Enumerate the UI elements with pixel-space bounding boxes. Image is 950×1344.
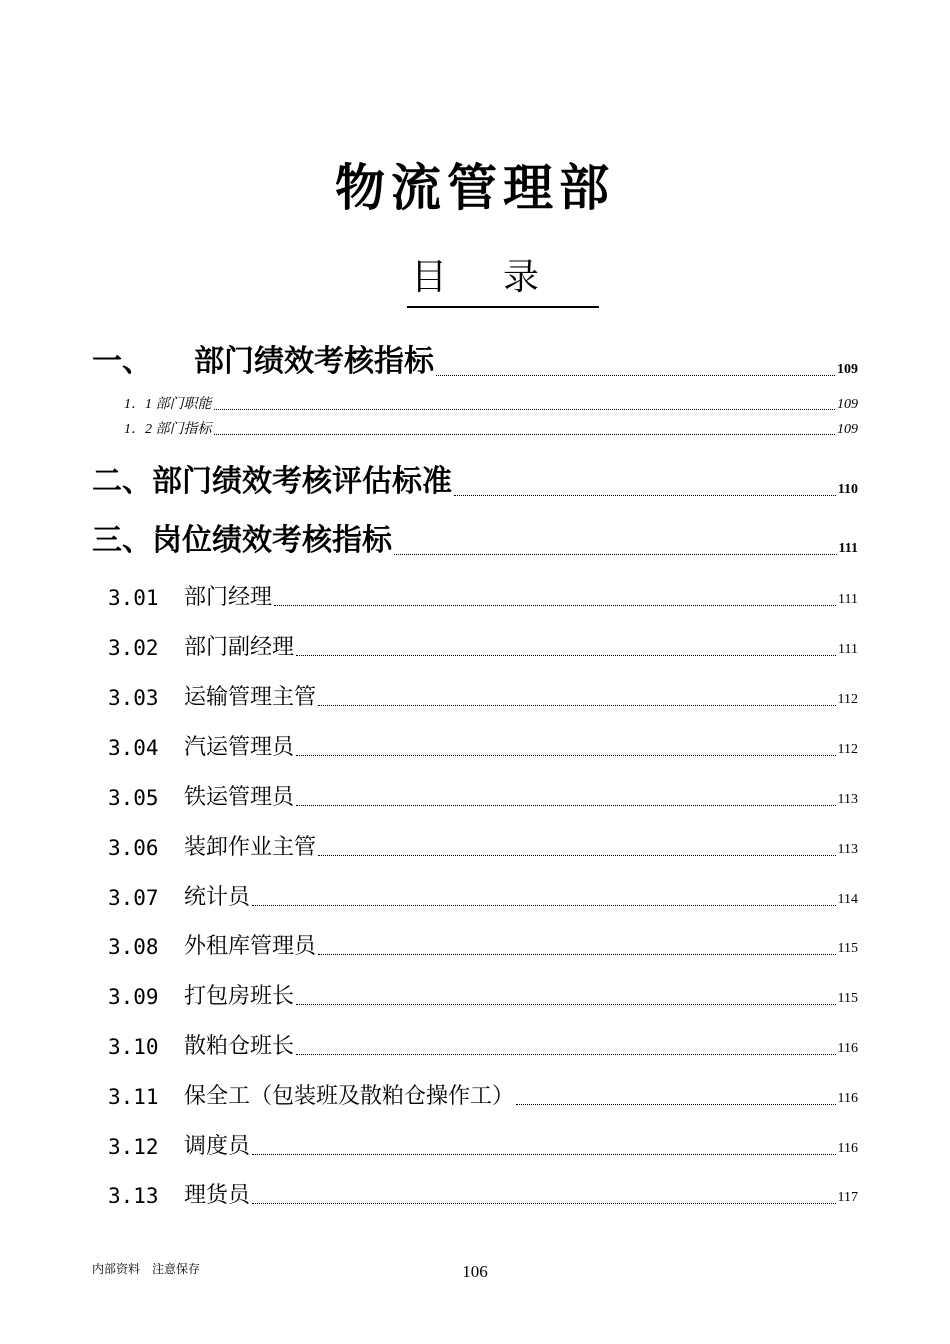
toc-heading-text: 目录 xyxy=(407,252,599,308)
toc-page-number: 114 xyxy=(837,892,858,907)
dot-leader xyxy=(296,805,836,806)
toc-entry-label xyxy=(92,342,434,382)
toc-entry-label: 1．1 部门职能 xyxy=(124,397,212,412)
toc-page-number: 112 xyxy=(837,692,858,707)
toc-entry-3-02[interactable] xyxy=(108,633,858,663)
toc-entry-section-3[interactable] xyxy=(92,521,858,561)
toc-entry-3-11[interactable] xyxy=(108,1082,858,1112)
dot-leader xyxy=(252,1203,836,1204)
toc-page-number: 115 xyxy=(837,941,858,956)
toc-section-title: 部门绩效考核指标 xyxy=(194,344,434,379)
toc-item-number: 3.06 xyxy=(108,836,159,860)
toc-item-number: 3.13 xyxy=(108,1184,159,1208)
toc-page-number: 110 xyxy=(837,482,858,497)
toc-item-label: 外租库管理员 xyxy=(184,934,317,959)
toc-entry-label: 三、岗位绩效考核指标 xyxy=(92,523,392,558)
dot-leader xyxy=(214,409,836,410)
dot-leader xyxy=(252,1154,836,1155)
toc-page-number: 109 xyxy=(837,362,858,377)
toc-entry-label: 二、部门绩效考核评估标准 xyxy=(92,464,452,499)
toc-page-number: 109 xyxy=(837,422,858,437)
dot-leader xyxy=(214,434,836,435)
dot-leader xyxy=(318,855,836,856)
toc-page-number: 117 xyxy=(837,1190,858,1205)
toc-page-number: 112 xyxy=(837,742,858,757)
toc-page-number: 116 xyxy=(837,1141,858,1156)
toc-item-number: 3.11 xyxy=(108,1085,159,1109)
toc-entry-3-06[interactable] xyxy=(108,833,858,863)
footer-note: 内部资料 注意保存 xyxy=(92,1262,201,1276)
toc-item-number: 3.09 xyxy=(108,985,159,1009)
toc-page-number: 113 xyxy=(837,842,858,857)
dot-leader xyxy=(516,1104,836,1105)
dot-leader xyxy=(252,905,836,906)
dot-leader xyxy=(436,375,835,376)
toc-item-number: 3.07 xyxy=(108,886,159,910)
toc-item-number: 3.10 xyxy=(108,1035,159,1059)
toc-entry-3-09[interactable] xyxy=(108,982,858,1012)
toc-entry-label: 1．2 部门指标 xyxy=(124,422,212,437)
toc-item-number: 3.01 xyxy=(108,586,159,610)
toc-page-number: 115 xyxy=(837,991,858,1006)
dot-leader xyxy=(454,495,836,496)
toc-item-label: 理货员 xyxy=(184,1183,251,1208)
toc-entry-3-07[interactable] xyxy=(108,883,858,913)
toc-page-number: 111 xyxy=(838,541,858,556)
toc-entry-3-13[interactable] xyxy=(108,1181,858,1211)
toc-item-number: 3.03 xyxy=(108,686,159,710)
toc-entry-3-01[interactable] xyxy=(108,583,858,613)
dot-leader xyxy=(296,1054,836,1055)
toc-item-number: 3.08 xyxy=(108,935,159,959)
toc-item-label: 部门副经理 xyxy=(184,635,295,660)
toc-item-label: 汽运管理员 xyxy=(184,735,295,760)
dot-leader xyxy=(318,954,836,955)
toc-page-number: 111 xyxy=(838,642,858,657)
toc-page-number: 116 xyxy=(837,1091,858,1106)
toc-page-number: 113 xyxy=(837,792,858,807)
toc-entry-1-1[interactable] xyxy=(124,396,858,414)
dot-leader xyxy=(394,554,837,555)
dot-leader xyxy=(318,705,836,706)
dot-leader xyxy=(296,755,836,756)
toc-item-number: 3.12 xyxy=(108,1135,159,1159)
toc-entry-3-05[interactable] xyxy=(108,783,858,813)
toc-item-label: 打包房班长 xyxy=(184,984,295,1009)
toc-item-label: 调度员 xyxy=(184,1134,251,1159)
toc-item-label: 保全工（包装班及散粕仓操作工） xyxy=(184,1084,515,1109)
toc-item-label: 散粕仓班长 xyxy=(184,1034,295,1059)
toc-item-number: 3.02 xyxy=(108,636,159,660)
toc-page-number: 116 xyxy=(837,1041,858,1056)
footer-page-number: 106 xyxy=(462,1262,488,1281)
toc-item-number: 3.05 xyxy=(108,786,159,810)
dot-leader xyxy=(274,605,836,606)
toc-page-number: 109 xyxy=(837,397,858,412)
document-title: 物流管理部 xyxy=(335,158,615,217)
toc-heading xyxy=(0,252,950,308)
toc-entry-3-12[interactable] xyxy=(108,1132,858,1162)
toc-entry-1-2[interactable] xyxy=(124,421,858,439)
toc-section-number: 一、 xyxy=(92,344,152,379)
toc-item-label: 运输管理主管 xyxy=(184,685,317,710)
dot-leader xyxy=(296,1004,836,1005)
toc-entry-section-2[interactable] xyxy=(92,462,858,502)
toc-item-label: 铁运管理员 xyxy=(184,785,295,810)
toc-page-number: 111 xyxy=(838,592,858,607)
toc-item-label: 装卸作业主管 xyxy=(184,835,317,860)
toc-item-label: 部门经理 xyxy=(184,585,273,610)
toc-item-number: 3.04 xyxy=(108,736,159,760)
toc-entry-3-03[interactable] xyxy=(108,683,858,713)
toc-item-label: 统计员 xyxy=(184,885,251,910)
toc-entry-section-1[interactable] xyxy=(92,342,858,382)
toc-entry-3-10[interactable] xyxy=(108,1032,858,1062)
toc-entry-3-08[interactable] xyxy=(108,932,858,962)
dot-leader xyxy=(296,655,836,656)
toc-entry-3-04[interactable] xyxy=(108,733,858,763)
